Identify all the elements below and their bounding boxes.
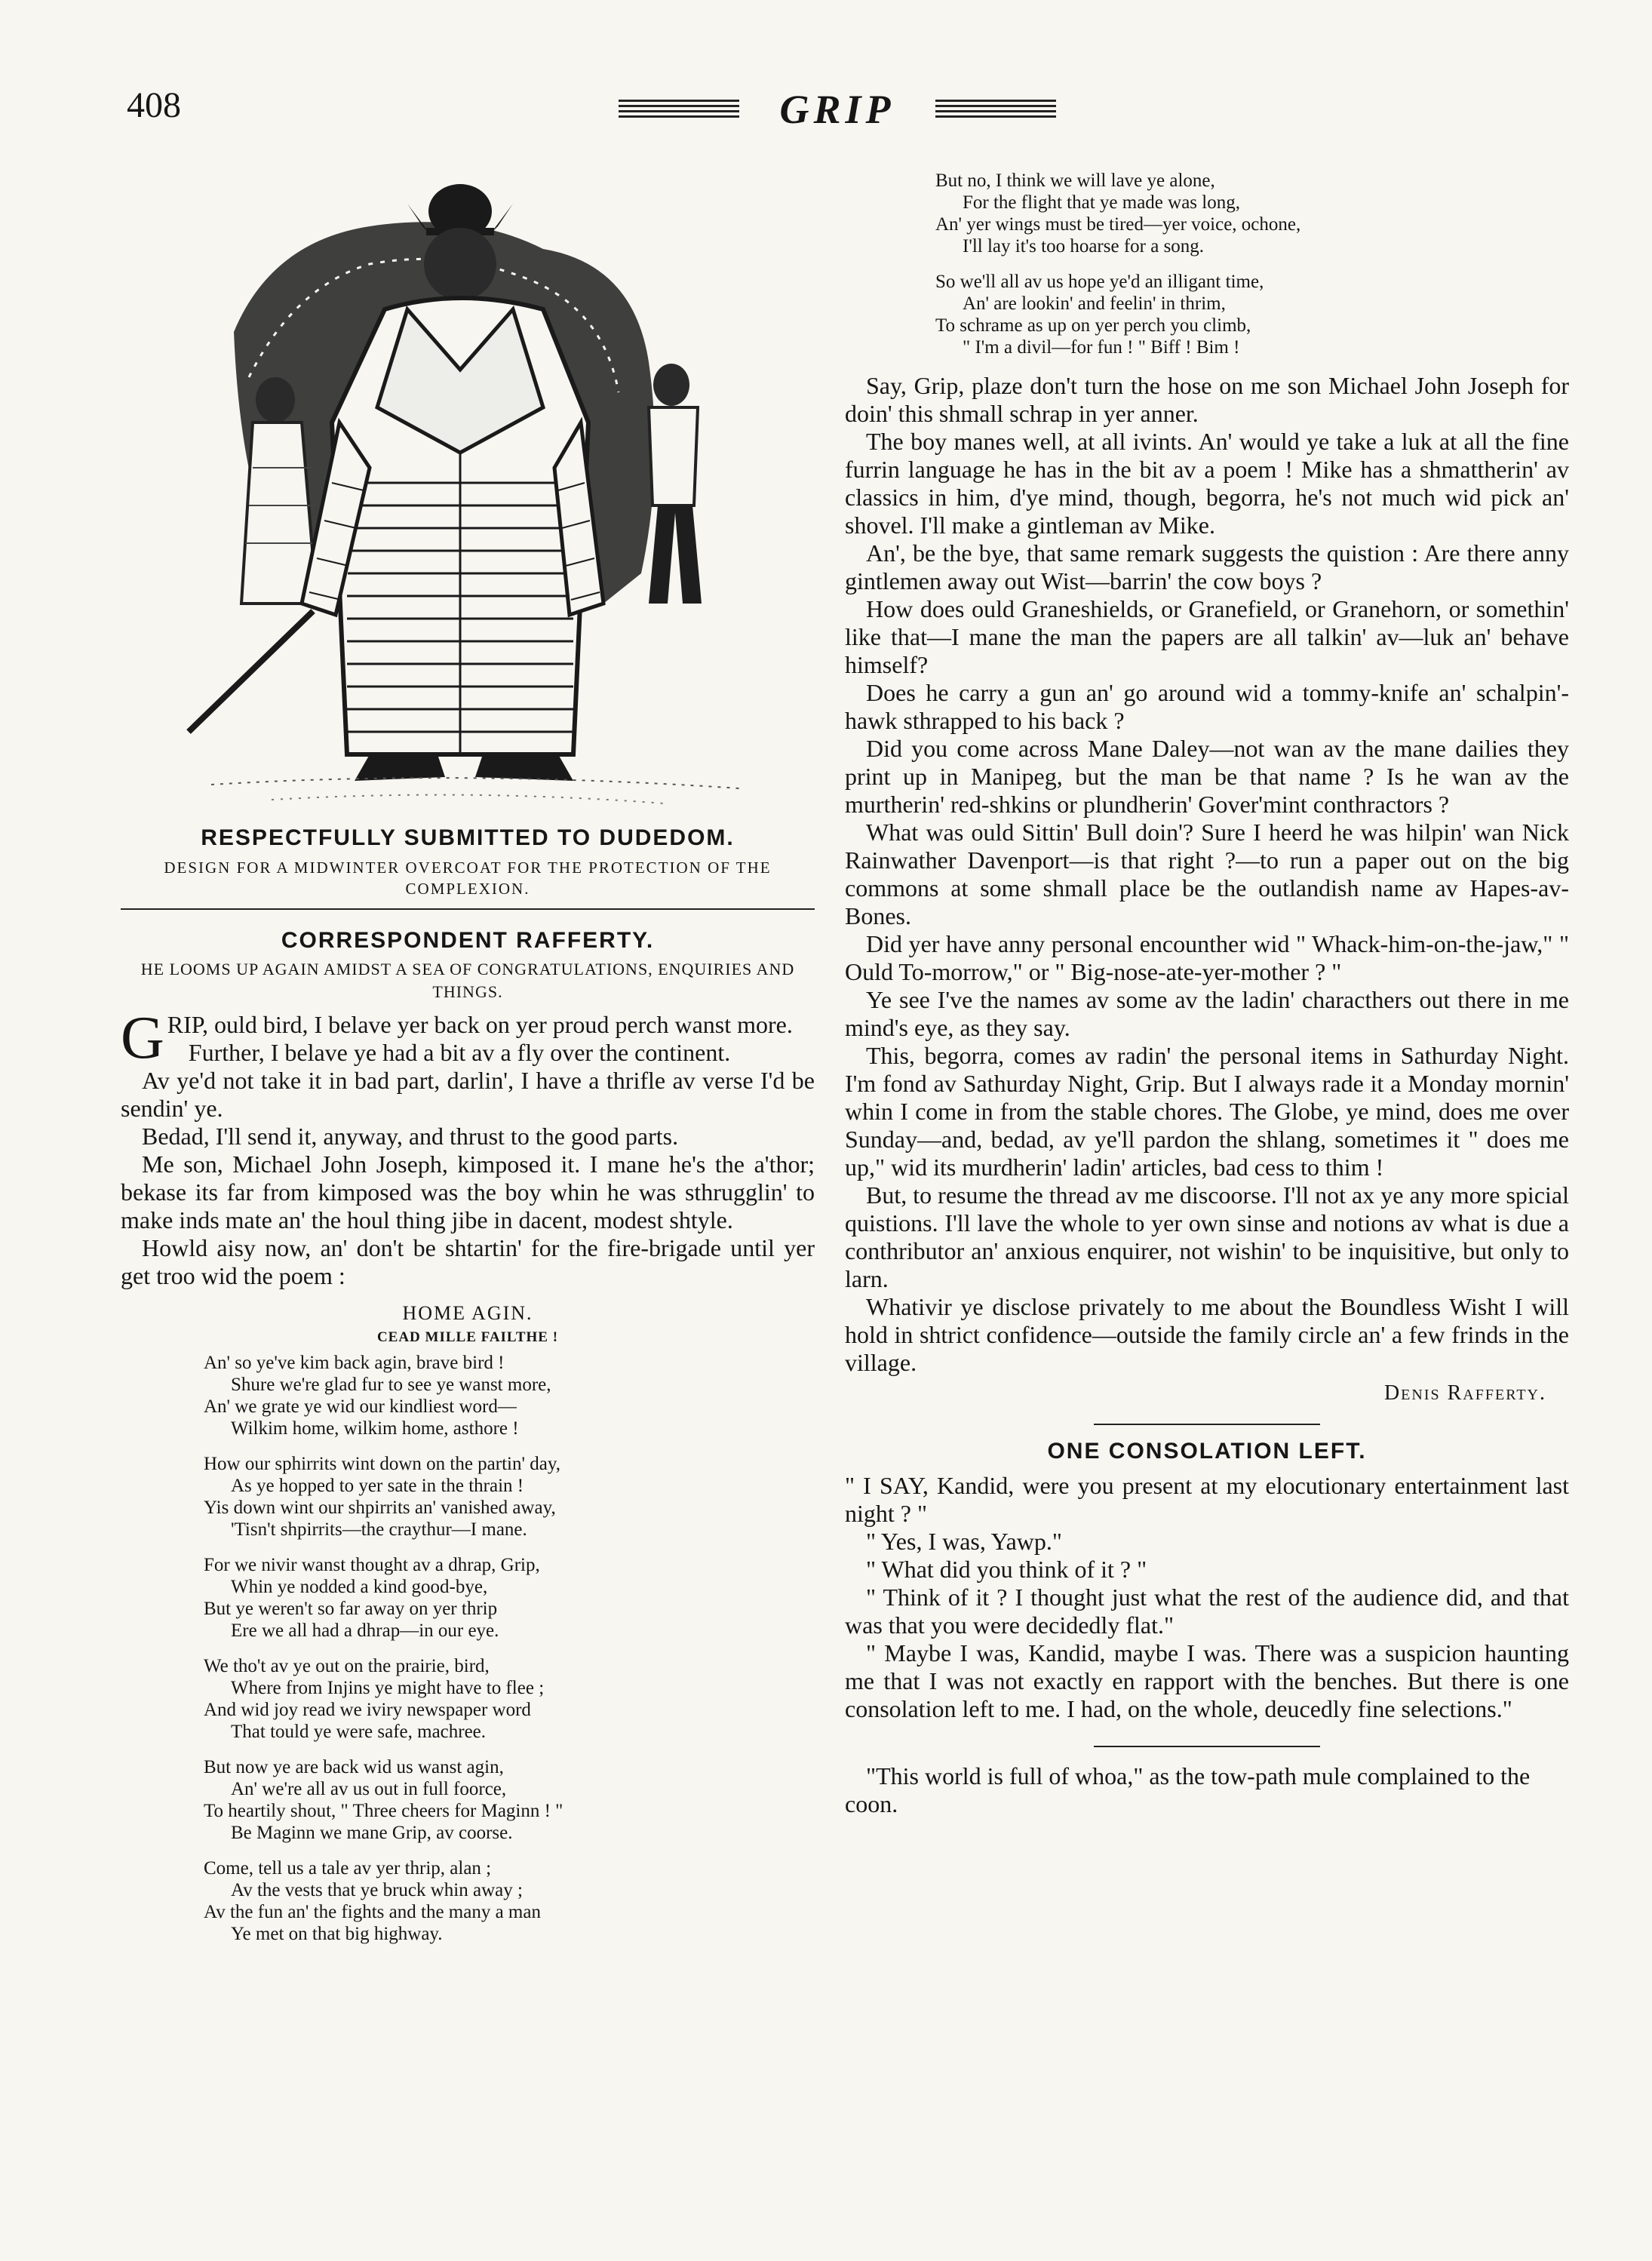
closing-joke: "This world is full of whoa," as the tow-path mule complained to the coon.	[845, 1762, 1531, 1817]
paragraph: The boy manes well, at all ivints. An' would ye take a luk at all the fine furrin language he has in the bit av a poem ! Mike has a shmattherin' av classics in him, d'ye mind, though, begorra, he's not much wid pick an' shovel. I'll make a gintleman av Mike.	[845, 428, 1569, 539]
poem-stanza: But no, I think we will lave ye alone, For the flight that ye made was long, An' yer wings must be tired—yer voice, ochone, I'll lay it's too hoarse for a song.	[935, 170, 1301, 257]
section-divider	[1094, 1424, 1320, 1425]
poem-stanza: Come, tell us a tale av yer thrip, alan ; Av the vests that ye bruck whin away ; Av the fun an' the fights and the many a man Ye met on that big highway.	[204, 1858, 541, 1944]
paragraph: Does he carry a gun an' go around wid a tommy-knife an' schalpin'-hawk sthrapped to his back ?	[845, 679, 1569, 734]
rafferty-letter	[845, 372, 1569, 1377]
page-number: 408	[127, 85, 181, 125]
paragraph: But, to resume the thread av me discoorse. I'll not ax ye any more spicial quistions. I'll lave the whole to yer own sinse and notions av what is due a conthributor an' anxious enquirer, not wishin' to be inquisitive, but only to larn.	[845, 1181, 1569, 1292]
paragraph: An', be the bye, that same remark suggests the quistion : Are there anny gintlemen away out Wist—barrin' the cow boys ?	[845, 539, 1569, 594]
paragraph: Av ye'd not take it in bad part, darlin', I have a thrifle av verse I'd be sendin' ye.	[121, 1067, 815, 1122]
paragraph: " I SAY, Kandid, were you present at my elocutionary entertainment last night ? "	[845, 1472, 1569, 1527]
paragraph: Whativir ye disclose privately to me about the Boundless Wisht I will hold in shtrict confidence—outside the family circle an' a few frinds in the village.	[845, 1293, 1569, 1376]
poem-stanza: An' so ye've kim back agin, brave bird ! Shure we're glad fur to see ye wanst more, An' we grate ye wid our kindliest word— Wilkim home, wilkim home, asthore !	[204, 1353, 551, 1439]
poem-title: HOME AGIN.	[402, 1302, 533, 1324]
article-title-rafferty: CORRESPONDENT RAFFERTY.	[281, 928, 655, 953]
poem-continued	[935, 170, 1569, 358]
consolation-article	[845, 1472, 1569, 1723]
paragraph: GRIP, ould bird, I belave yer back on yer proud perch wanst more.	[121, 1005, 793, 1071]
paragraph: Bedad, I'll send it, anyway, and thrust to the good parts.	[142, 1123, 679, 1150]
paragraph: " Yes, I was, Yawp."	[866, 1528, 1062, 1555]
poem-stanza: We tho't av ye out on the prairie, bird, Where from Injins ye might have to flee ; And wid joy read we iviry newspaper word That tould ye were safe, machree.	[204, 1656, 545, 1742]
poem-subtitle: CEAD MILLE FAILTHE !	[376, 1329, 559, 1345]
poem	[204, 1352, 815, 1945]
paragraph: What was ould Sittin' Bull doin'? Sure I heerd he was hilpin' wan Nick Rainwather Davenport—is that right ?—to run a paper out on the big commons at some shmall place be the outlandish name av Hapes-av-Bones.	[845, 819, 1569, 929]
paragraph: Did yer have anny personal encounther wid " Whack-him-on-the-jaw," " Ould To-morrow," or " Big-nose-ate-yer-mother ? "	[845, 930, 1569, 985]
poem-stanza: How our sphirrits wint down on the partin' day, As ye hopped to yer sate in the thrain ! Yis down wint our shpirrits an' vanished away, 'Tisn't shpirrits—the craythur—I mane.	[204, 1454, 560, 1540]
drop-cap: G	[121, 1005, 164, 1071]
section-divider	[1094, 1746, 1320, 1747]
paragraph: Ye see I've the names av some av the ladin' characthers out there in me mind's eye, as they say.	[845, 986, 1569, 1041]
paragraph: Howld aisy now, an' don't be shtartin' for the fire-brigade until yer get troo wid the poem :	[121, 1234, 815, 1289]
left-column	[121, 181, 815, 1958]
illustration-caption-title: RESPECTFULLY SUBMITTED TO DUDEDOM.	[201, 825, 735, 850]
masthead-title: GRIP	[779, 87, 895, 132]
poem-stanza: For we nivir wanst thought av a dhrap, Grip, Whin ye nodded a kind good-bye, But ye weren't so far away on yer thrip Ere we all had a dhrap—in our eye.	[204, 1555, 540, 1641]
paragraph: " What did you think of it ? "	[866, 1556, 1147, 1583]
paragraph: Me son, Michael John Joseph, kimposed it. I mane he's the a'thor; bekase its far from kimposed was the boy whin he was sthrugglin' to make inds mate an' the houl thing jibe in dacent, modest shtyle.	[121, 1150, 815, 1233]
paragraph: Did you come across Mane Daley—not wan av the mane dailies they print up in Manipeg, but the man be that name ? Is he wan av the murtherin' red-shkins or plundherin' Gover'mint conthractors ?	[845, 735, 1569, 818]
signature: Denis Rafferty.	[1383, 1381, 1546, 1405]
right-column	[845, 170, 1569, 1818]
section-divider	[121, 908, 815, 910]
paragraph: " Think of it ? I thought just what the rest of the audience did, and that was that you were decidedly flat."	[845, 1584, 1569, 1639]
paragraph: Say, Grip, plaze don't turn the hose on me son Michael John Joseph for doin' this shmall schrap in yer anner.	[845, 372, 1569, 427]
paragraph: Further, I belave ye had a bit av a fly over the continent.	[188, 1039, 731, 1066]
poem-stanza: So we'll all av us hope ye'd an illigant time, An' are lookin' and feelin' in thrim, To schrame as up on yer perch you climb, " I'm a divil—for fun ! " Biff ! Bim !	[935, 272, 1264, 358]
illustration-caption-subtitle: DESIGN FOR A MIDWINTER OVERCOAT FOR THE PROTECTION OF THE COMPLEXION.	[164, 859, 772, 898]
masthead-rule-right	[935, 100, 1056, 118]
paragraph: This, begorra, comes av radin' the personal items in Sathurday Night. I'm fond av Sathurday Night, Grip. But I always rade it a Monday mornin' whin I come in from the stable chores. The Globe, ye mind, does me over Sunday—and, bedad, av ye'll pardon the shlang, sometimes it " does me up," wid its murdherin' ladin' articles, bad cess to thim !	[845, 1042, 1569, 1181]
poem-stanza: But now ye are back wid us wanst agin, An' we're all av us out in full foorce, To heartily shout, " Three cheers for Maginn ! " Be Maginn we mane Grip, av coorse.	[204, 1757, 563, 1843]
article-subtitle-rafferty: HE LOOMS UP AGAIN AMIDST A SEA OF CONGRATULATIONS, ENQUIRIES AND THINGS.	[140, 960, 795, 1001]
paragraph: How does ould Graneshields, or Granefield, or Granehorn, or somethin' like that—I mane the man the papers are all talkin' av—luk an' behave himself?	[845, 595, 1569, 678]
overcoat-illustration	[121, 181, 815, 815]
masthead	[603, 86, 1071, 131]
paragraph: " Maybe I was, Kandid, maybe I was. There was a suspicion haunting me that I was not exactly en rapport with the benches. But there is one consolation left to me. I had, on the whole, deucedly fine selections."	[845, 1639, 1569, 1722]
article-title-consolation: ONE CONSOLATION LEFT.	[1047, 1439, 1367, 1464]
rafferty-intro	[121, 1005, 815, 1290]
